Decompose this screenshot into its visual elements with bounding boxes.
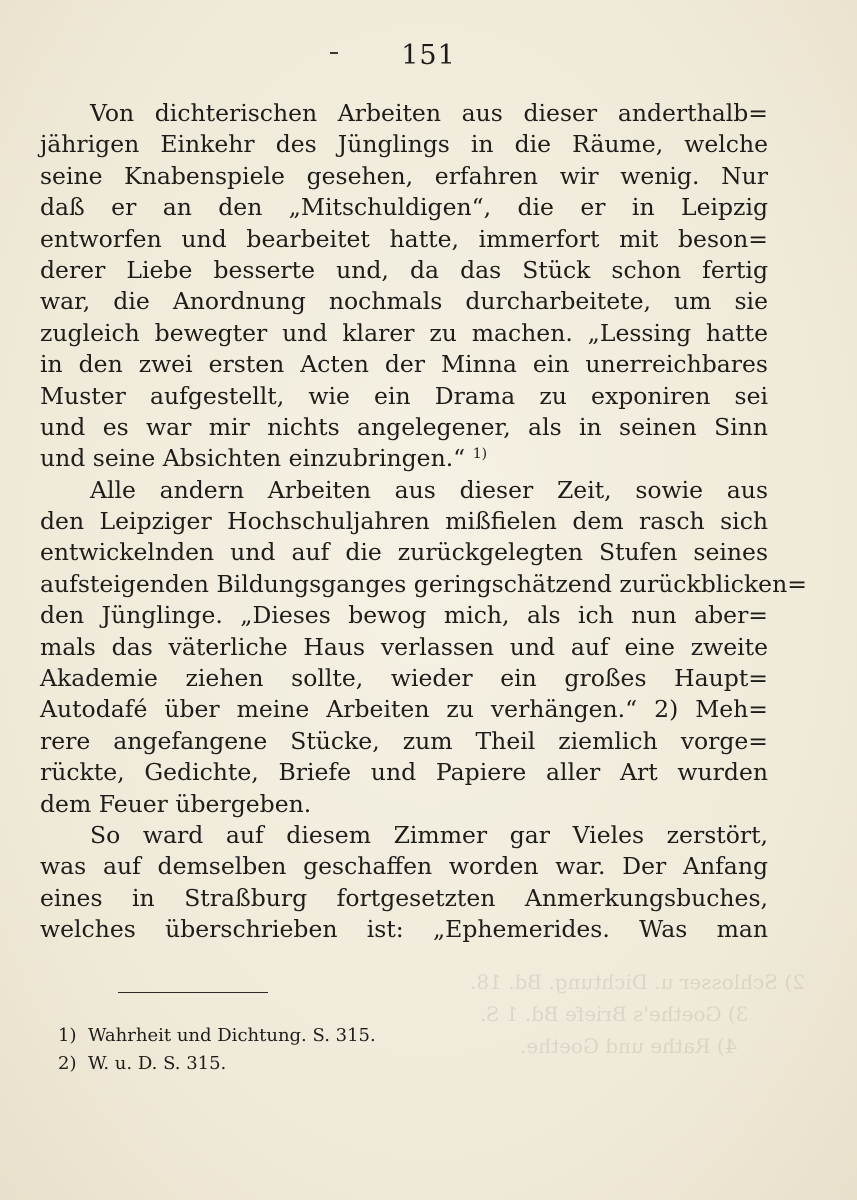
text-line: Von dichterischen Arbeiten aus dieser anderthalb= [90, 99, 768, 127]
footnote-text: W. u. D. S. 315. [88, 1053, 227, 1074]
text-line: rere angefangene Stücke, zum Theil ziemlich vorge= [40, 726, 768, 755]
text-line: entwickelnden und auf die zurückgelegten Stufen seines [40, 538, 768, 567]
text-line: dem Feuer übergeben. [40, 789, 312, 818]
text-line: rückte, Gedichte, Briefe und Papiere aller Art wurden [40, 758, 768, 787]
text-line: den Leipziger Hochschuljahren mißfielen dem rasch sich [40, 507, 768, 536]
text-line: Akademie ziehen sollte, wieder ein großes Haupt= [40, 664, 768, 693]
text-line: zugleich bewegter und klarer zu machen. „Lessing hatte [40, 318, 768, 347]
page-number: 151 [401, 40, 456, 71]
text-line: mals das väterliche Haus verlassen und auf eine zweite [40, 632, 768, 661]
text-line: eines in Straßburg fortgesetzten Anmerkungsbuches, [40, 883, 768, 912]
text-line: seine Knabenspiele gesehen, erfahren wir wenig. Nur [40, 161, 768, 190]
text-line: Muster aufgestellt, wie ein Drama zu exponiren sei [40, 381, 768, 410]
footnote-text: Wahrheit und Dichtung. S. 315. [88, 1025, 376, 1046]
text-line: Autodafé über meine Arbeiten zu verhängen.“ 2) Meh= [40, 695, 768, 724]
footnote-number: 1) [58, 1025, 77, 1046]
footnote-separator [118, 992, 268, 993]
text-line: den Jünglinge. „Dieses bewog mich, als ich nun aber= [40, 601, 768, 630]
text-line: aufsteigenden Bildungsganges geringschätzend zurückblicken= [40, 569, 807, 598]
body-text [40, 98, 807, 946]
text-line: in den zwei ersten Acten der Minna ein unerreichbares [40, 350, 768, 379]
text-line: welches überschrieben ist: „Ephemerides. Was man [40, 915, 768, 944]
show-through-text: 2) Schlosser u. Dichtung. Bd. 18. 3) Goethe's Briefe Bd. 1 S. 4) Rathe und Goethe. [470, 970, 805, 1058]
text-line: derer Liebe besserte und, da das Stück schon fertig [40, 255, 768, 284]
text-line: was auf demselben geschaffen worden war. Der Anfang [40, 852, 768, 881]
footnote [58, 1050, 558, 1078]
text-line: war, die Anordnung nochmals durcharbeitete, um sie [40, 287, 768, 316]
footnotes [58, 1022, 558, 1078]
text-line: daß er an den „Mitschuldigen“, die er in Leipzig [40, 193, 768, 222]
footnote-marker: 1) [472, 446, 488, 463]
text-line: jährigen Einkehr des Jünglings in die Räume, welche [40, 130, 768, 159]
footnote [58, 1022, 558, 1050]
text-line: So ward auf diesem Zimmer gar Vieles zerstört, [90, 820, 768, 849]
footnote-number: 2) [58, 1053, 77, 1074]
text-line: und es war mir nichts angelegener, als in seinen Sinn [40, 412, 768, 441]
text-line: entworfen und bearbeitet hatte, immerfort mit beson= [40, 224, 768, 253]
text-line: und seine Absichten einzubringen.“ $^{1)}$ [40, 444, 488, 473]
text-line: Alle andern Arbeiten aus dieser Zeit, sowie aus [90, 475, 768, 504]
